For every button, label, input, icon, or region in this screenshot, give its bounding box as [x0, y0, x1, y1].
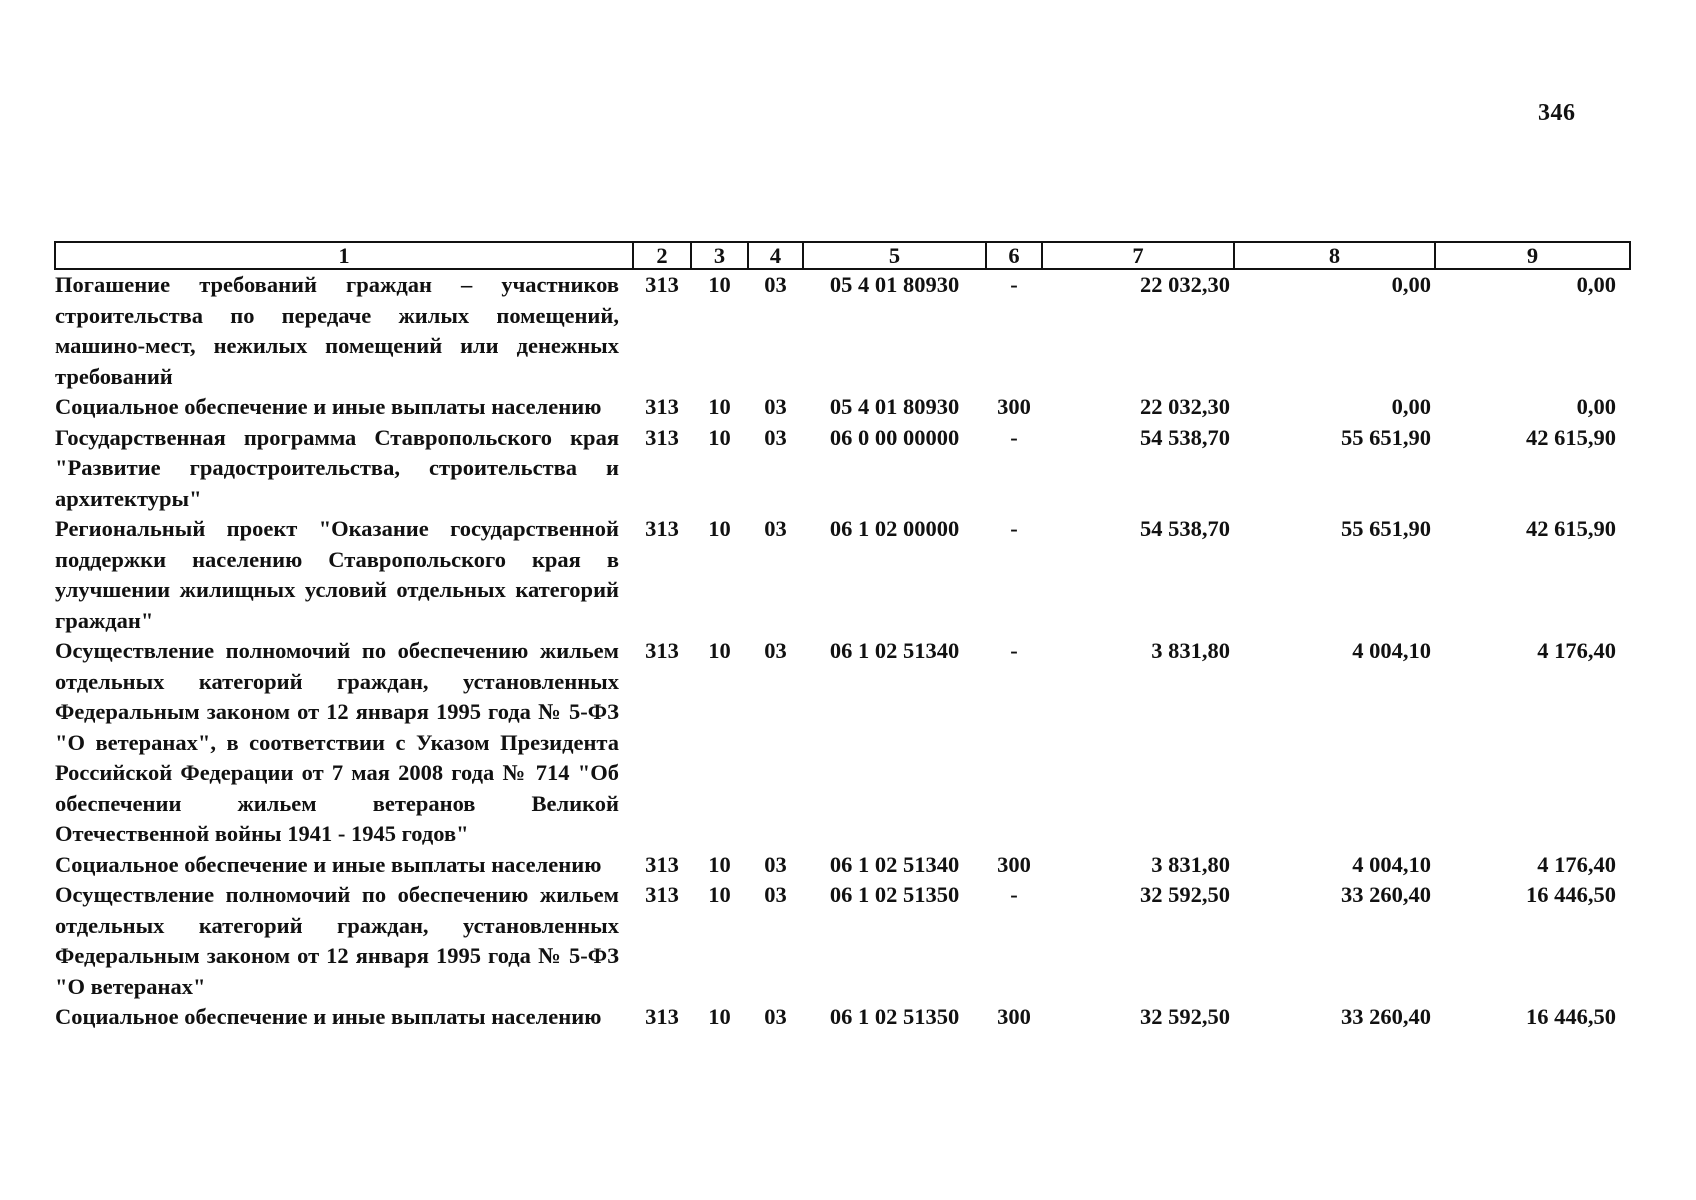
column-header: 5: [803, 242, 986, 269]
row-name: Осуществление полномочий по обеспечению жильем отдельных категорий граждан, установленных Федеральным законом от 12 января 1995 года № 5-ФЗ "О ветеранах", в соответствии с Указом Президента Российской Федерации от 7 мая 2008 года № 714 "Об обеспечении жильем ветеранов Великой Отечественной войны 1941 - 1945 годов": [55, 638, 619, 846]
row-section-code: 10: [708, 424, 731, 450]
table-row: [55, 514, 1630, 636]
row-section-code: 10: [708, 1004, 731, 1029]
row-expense-type: 300: [997, 394, 1031, 419]
row-subsection-code: 03: [764, 424, 787, 450]
row-section-code: 10: [708, 516, 731, 541]
row-amount-col8: 4 004,10: [1352, 638, 1431, 663]
column-header: 3: [691, 242, 748, 269]
row-ministry-code: 313: [645, 851, 679, 877]
row-expense-type: -: [1010, 272, 1018, 297]
row-amount-col9: 42 615,90: [1526, 424, 1616, 450]
row-subsection-code: 03: [764, 851, 787, 877]
row-amount-col9: 4 176,40: [1537, 638, 1616, 663]
row-section-code: 10: [708, 882, 731, 907]
page-number: 346: [1538, 100, 1576, 126]
row-subsection-code: 03: [764, 272, 787, 297]
row-target-article: 06 1 02 51350: [829, 882, 960, 907]
row-amount-col8: 33 260,40: [1341, 1004, 1431, 1029]
row-expense-type: 300: [997, 851, 1031, 877]
row-expense-type: -: [1010, 638, 1018, 663]
row-amount-col9: 0,00: [1576, 394, 1616, 419]
row-target-article: 06 1 02 51350: [829, 1004, 960, 1029]
row-subsection-code: 03: [764, 882, 787, 907]
row-amount-col8: 55 651,90: [1341, 424, 1431, 450]
row-target-article: 06 0 00 00000: [829, 424, 960, 450]
row-name: Социальное обеспечение и иные выплаты населению: [55, 394, 602, 419]
row-amount-col9: 16 446,50: [1526, 882, 1616, 907]
column-header: 6: [986, 242, 1042, 269]
row-amount-col7: 54 538,70: [1140, 516, 1230, 541]
row-section-code: 10: [708, 394, 731, 419]
row-expense-type: -: [1010, 516, 1018, 541]
row-name: Социальное обеспечение и иные выплаты населению: [55, 851, 602, 877]
row-subsection-code: 03: [764, 516, 787, 541]
table-row: [55, 850, 1630, 881]
row-amount-col8: 4 004,10: [1352, 851, 1431, 877]
row-subsection-code: 03: [764, 1004, 787, 1029]
table-row: [55, 880, 1630, 1002]
row-amount-col9: 42 615,90: [1526, 516, 1616, 541]
row-target-article: 06 1 02 51340: [829, 638, 960, 663]
row-section-code: 10: [708, 851, 731, 877]
column-header: 7: [1042, 242, 1234, 269]
row-target-article: 06 1 02 51340: [829, 851, 960, 877]
row-target-article: 06 1 02 00000: [829, 516, 960, 541]
row-ministry-code: 313: [645, 394, 679, 419]
row-name: Региональный проект "Оказание государственной поддержки населению Ставропольского края в улучшении жилищных условий отдельных категорий граждан": [55, 516, 619, 633]
table-row: [55, 423, 1630, 515]
row-amount-col9: 4 176,40: [1537, 851, 1616, 877]
row-ministry-code: 313: [645, 272, 679, 297]
budget-table: [54, 241, 1631, 1033]
row-ministry-code: 313: [645, 882, 679, 907]
table-row: [55, 392, 1630, 423]
column-header: 4: [748, 242, 803, 269]
row-amount-col8: 0,00: [1391, 394, 1431, 419]
row-expense-type: 300: [997, 1004, 1031, 1029]
row-amount-col8: 0,00: [1391, 272, 1431, 297]
table-row: [55, 269, 1630, 392]
row-name: Погашение требований граждан – участников строительства по передаче жилых помещений, машино-мест, нежилых помещений или денежных требований: [55, 272, 619, 389]
row-ministry-code: 313: [645, 516, 679, 541]
row-amount-col9: 0,00: [1576, 272, 1616, 297]
row-amount-col7: 22 032,30: [1140, 394, 1230, 419]
row-subsection-code: 03: [764, 394, 787, 419]
row-amount-col7: 22 032,30: [1140, 272, 1230, 297]
row-name: Осуществление полномочий по обеспечению жильем отдельных категорий граждан, установленных Федеральным законом от 12 января 1995 года № 5-ФЗ "О ветеранах": [55, 882, 619, 999]
row-amount-col7: 3 831,80: [1151, 851, 1230, 877]
header-row: [55, 242, 1630, 269]
row-amount-col7: 32 592,50: [1140, 882, 1230, 907]
row-subsection-code: 03: [764, 638, 787, 663]
row-target-article: 05 4 01 80930: [829, 394, 960, 419]
column-header: 1: [55, 242, 633, 269]
row-ministry-code: 313: [645, 1004, 679, 1029]
row-amount-col8: 55 651,90: [1341, 516, 1431, 541]
column-header: 9: [1435, 242, 1630, 269]
row-section-code: 10: [708, 638, 731, 663]
row-ministry-code: 313: [645, 638, 679, 663]
row-expense-type: -: [1010, 882, 1018, 907]
table-body: [55, 269, 1630, 1033]
column-header: 2: [633, 242, 691, 269]
column-header: 8: [1234, 242, 1435, 269]
table-row: [55, 1002, 1630, 1033]
row-amount-col7: 3 831,80: [1151, 638, 1230, 663]
row-name: Государственная программа Ставропольского края "Развитие градостроительства, строительства и архитектуры": [55, 424, 619, 511]
table-row: [55, 636, 1630, 850]
row-amount-col9: 16 446,50: [1526, 1004, 1616, 1029]
row-name: Социальное обеспечение и иные выплаты населению: [55, 1004, 602, 1029]
row-expense-type: -: [1010, 424, 1018, 450]
row-amount-col8: 33 260,40: [1341, 882, 1431, 907]
row-amount-col7: 32 592,50: [1140, 1004, 1230, 1029]
row-target-article: 05 4 01 80930: [829, 272, 960, 297]
row-section-code: 10: [708, 272, 731, 297]
row-amount-col7: 54 538,70: [1140, 424, 1230, 450]
row-ministry-code: 313: [645, 424, 679, 450]
